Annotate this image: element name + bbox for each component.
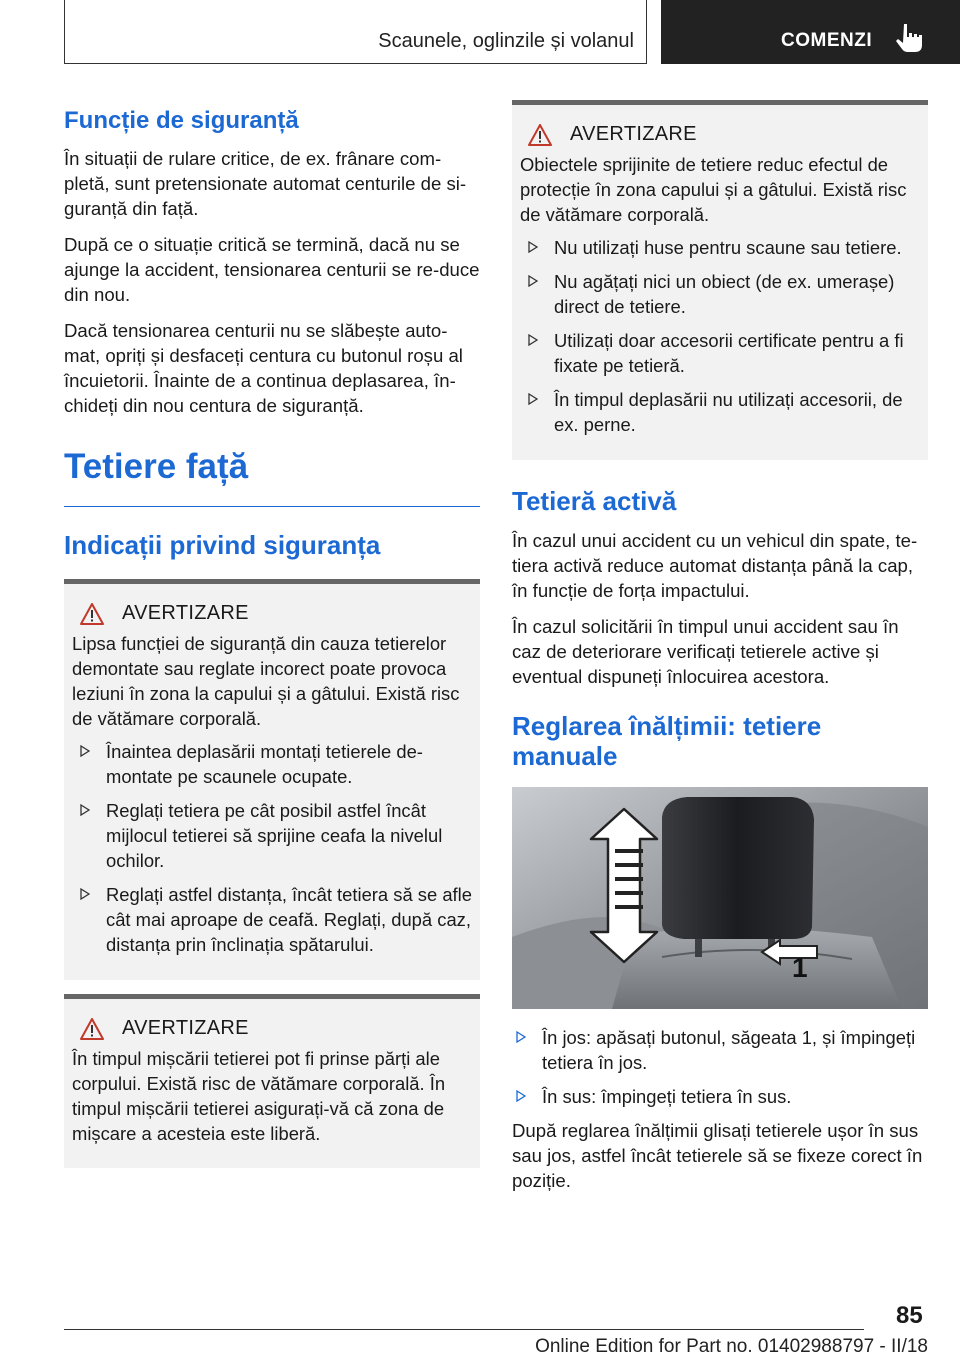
- header-section-box: [64, 0, 647, 64]
- triangle-bullet-icon: [528, 393, 538, 405]
- warning-box: [64, 994, 480, 1168]
- list-item-text: În sus: împingeți tetiera în sus.: [542, 1086, 792, 1107]
- page-number: 85: [896, 1302, 923, 1329]
- list-item: [512, 1084, 928, 1109]
- height-adjust-heading: Reglarea înălțimii: tetiere manuale: [512, 711, 822, 771]
- triangle-bullet-icon: [528, 334, 538, 346]
- right-column: [512, 100, 928, 1204]
- warning-header: [72, 602, 472, 625]
- list-item: [72, 739, 472, 789]
- safety-paragraph: Dacă tensionarea centurii nu se slăbește auto-mat, opriți și desfaceți centura cu butonul roșu al încuietorii. Înainte de a continua deplasarea, în-chideți din nou centura de siguranță.: [64, 320, 463, 416]
- list-item-text: În timpul deplasării nu utilizați accesorii, de ex. perne.: [554, 389, 903, 435]
- warning-triangle-icon: [80, 1018, 104, 1040]
- list-item: [520, 387, 920, 437]
- warning-triangle-icon: [528, 124, 552, 146]
- active-headrest-heading: Tetieră activă: [512, 486, 677, 516]
- warning-text: În timpul mișcării tetierei pot fi prinse părți ale corpului. Există risc de vătămare corporală. În timpul mișcării tetierei asigurați-vă că zona de mișcare a acesteia este liberă.: [72, 1048, 446, 1144]
- list-item-text: Nu agățați nici un obiect (de ex. umerașe) direct de tetiere.: [554, 271, 895, 317]
- chapter-title: Tetiere față: [64, 447, 249, 486]
- header-section-title: Scaunele, oglinzile și volanul: [378, 30, 634, 52]
- triangle-bullet-icon: [80, 745, 90, 757]
- triangle-bullet-icon: [516, 1090, 526, 1102]
- header-tab[interactable]: [661, 0, 960, 64]
- figure-callout-1: 1: [792, 952, 808, 983]
- warning-triangle-icon: [80, 603, 104, 625]
- warning-title: AVERTIZARE: [122, 1017, 249, 1039]
- list-item-text: Reglați astfel distanța, încât tetiera să se afle cât mai aproape de ceafă. Reglați, după caz, distanța prin înclinația spătarului.: [106, 884, 472, 955]
- triangle-bullet-icon: [528, 275, 538, 287]
- list-item: [512, 1025, 928, 1075]
- chapter-title-rule: [64, 506, 480, 507]
- triangle-bullet-icon: [528, 241, 538, 253]
- active-paragraph: În cazul unui accident cu un vehicul din spate, te-tiera activă reduce automat distanța până la cap, în funcție de forța impactului.: [512, 530, 918, 601]
- list-item: [72, 882, 472, 957]
- triangle-bullet-icon: [516, 1031, 526, 1043]
- safety-function-heading: Funcție de siguranță: [64, 107, 299, 134]
- safety-paragraph: După ce o situație critică se termină, dacă nu se ajunge la accident, tensionarea centurii se re-duce din nou.: [64, 234, 480, 305]
- list-item-text: În jos: apăsați butonul, săgeata 1, și împingeți tetiera în jos.: [542, 1027, 916, 1073]
- hand-pointer-icon: [895, 22, 923, 52]
- list-item-text: Utilizați doar accesorii certificate pentru a fi fixate pe tetieră.: [554, 330, 904, 376]
- triangle-bullet-icon: [80, 888, 90, 900]
- list-item-text: Nu utilizați huse pentru scaune sau tetiere.: [554, 237, 902, 258]
- section-title: Indicații privind siguranța: [64, 530, 381, 560]
- footer-edition: Online Edition for Part no. 01402988797 - II/18: [535, 1336, 928, 1357]
- safety-paragraph: În situații de rulare critice, de ex. frânare com-pletă, sunt pretensionate automat centurile de si-guranță din față.: [64, 148, 467, 219]
- adjust-steps-list: [512, 1025, 928, 1109]
- warning-box: [64, 579, 480, 980]
- headrest-figure: [512, 787, 928, 1009]
- closing-paragraph: După reglarea înălțimii glisați tetierele ușor în sus sau jos, astfel încât tetierele să se fixeze corect în poziție.: [512, 1120, 923, 1191]
- footer-rule: [64, 1329, 864, 1330]
- warning-header: [72, 1017, 472, 1040]
- warning-box: [512, 100, 928, 460]
- warning-text: Lipsa funcției de siguranță din cauza tetierelor demontate sau reglate incorect poate provoca leziuni în zona la capului și a gâtului. Există risc de vătămare corporală.: [72, 633, 460, 729]
- warning-title: AVERTIZARE: [122, 602, 249, 624]
- warning-header: [520, 123, 920, 146]
- header-tab-label: COMENZI: [781, 30, 873, 51]
- list-item-text: Reglați tetiera pe cât posibil astfel încât mijlocul tetierei să sprijine ceafa la nivelul ochilor.: [106, 800, 443, 871]
- warning-text: Obiectele sprijinite de tetiere reduc efectul de protecție în zona capului și a gâtului. Există risc de vătămare corporală.: [520, 154, 907, 225]
- list-item: [520, 269, 920, 319]
- warning-list: [72, 739, 472, 957]
- warning-list: [520, 235, 920, 437]
- headrest-illustration: [512, 787, 928, 1009]
- list-item: [72, 798, 472, 873]
- list-item: [520, 235, 920, 260]
- left-column: [64, 100, 480, 1182]
- list-item-text: Înaintea deplasării montați tetierele de-montate pe scaunele ocupate.: [106, 741, 423, 787]
- list-item: [520, 328, 920, 378]
- triangle-bullet-icon: [80, 804, 90, 816]
- warning-title: AVERTIZARE: [570, 123, 697, 145]
- active-paragraph: În cazul solicitării în timpul unui accident sau în caz de deteriorare verificați tetierele active și eventual dispuneți înlocuirea acestora.: [512, 616, 899, 687]
